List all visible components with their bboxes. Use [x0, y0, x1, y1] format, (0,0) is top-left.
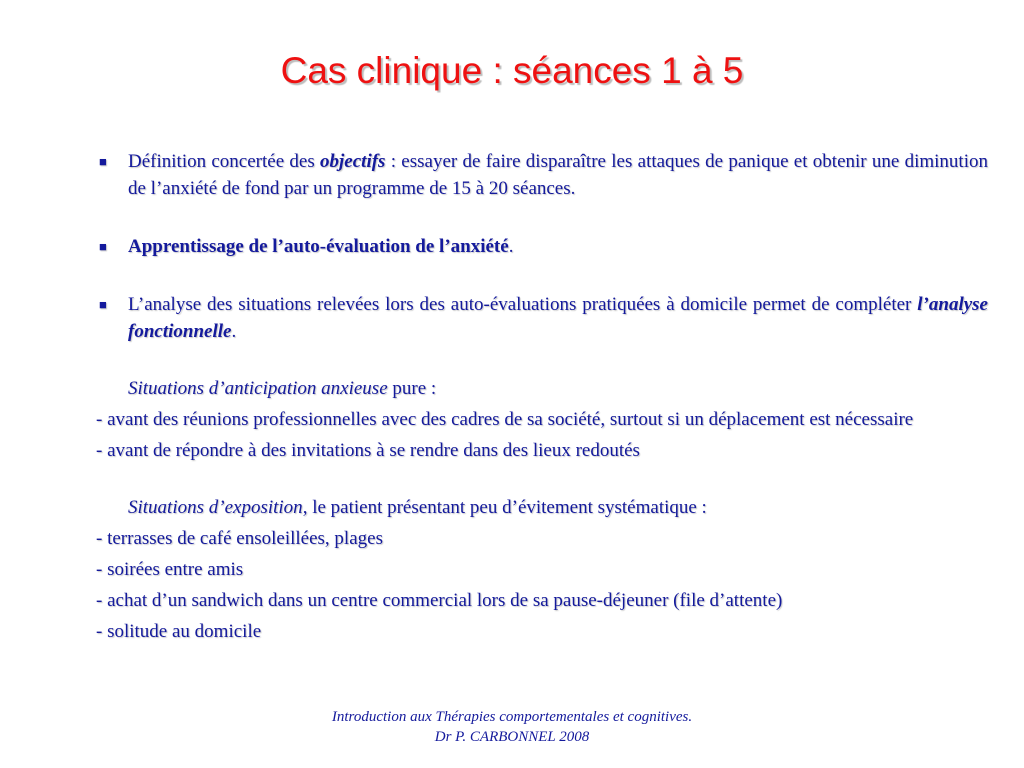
- anticipation-heading-emphasis: Situations d’anticipation anxieuse: [128, 378, 388, 399]
- anticipation-heading-post: pure :: [387, 378, 437, 399]
- list-item: - avant de répondre à des invitations à se rendre dans des lieux redoutés: [96, 440, 640, 461]
- exposition-heading-emphasis: Situations d’exposition: [128, 497, 303, 518]
- exposition-heading: [96, 494, 988, 521]
- bullet-text-post: : essayer de faire disparaître les attaques de panique et obtenir une diminution de l’anxiété de fond par un programme de 15 à 20 séances.: [128, 151, 988, 199]
- footer-author: Dr P. CARBONNEL 2008: [434, 729, 590, 745]
- square-bullet-icon: ■: [99, 297, 107, 312]
- exposition-heading-post: , le patient présentant peu d’évitement systématique :: [302, 497, 707, 518]
- list-item: - soirées entre amis: [96, 559, 244, 580]
- bullet-text-emphasis: objectifs: [320, 151, 386, 172]
- bullet-text-post: .: [508, 236, 514, 257]
- bullet-text-post: .: [231, 321, 237, 342]
- square-bullet-icon: ■: [99, 239, 107, 254]
- footer-course-title: Introduction aux Thérapies comportementales et cognitives.: [331, 709, 693, 725]
- slide-body: [96, 148, 988, 645]
- square-bullet-icon: ■: [99, 154, 107, 169]
- bullet-text-emphasis: l’analyse fonctionnelle: [128, 294, 988, 342]
- bullet-self-evaluation: [96, 233, 988, 260]
- bullet-functional-analysis: [96, 291, 988, 345]
- list-item: - terrasses de café ensoleillées, plages: [96, 528, 383, 549]
- list-item: - solitude au domicile: [96, 621, 262, 642]
- slide-title: Cas clinique : séances 1 à 5: [280, 50, 744, 91]
- bullet-text-pre: L’analyse des situations relevées lors des auto-évaluations pratiquées à domicile permet de compléter: [128, 294, 918, 315]
- bullet-text-bold: Apprentissage de l’auto-évaluation de l’anxiété: [128, 236, 509, 257]
- anticipation-heading: [96, 375, 988, 402]
- list-item: - avant des réunions professionnelles avec des cadres de sa société, surtout si un déplacement est nécessaire: [96, 409, 914, 430]
- slide-footer: [0, 707, 1024, 747]
- bullet-text-pre: Définition concertée des: [128, 151, 321, 172]
- list-item: - achat d’un sandwich dans un centre commercial lors de sa pause-déjeuner (file d’attente): [96, 590, 783, 611]
- bullet-objectives: [96, 148, 988, 202]
